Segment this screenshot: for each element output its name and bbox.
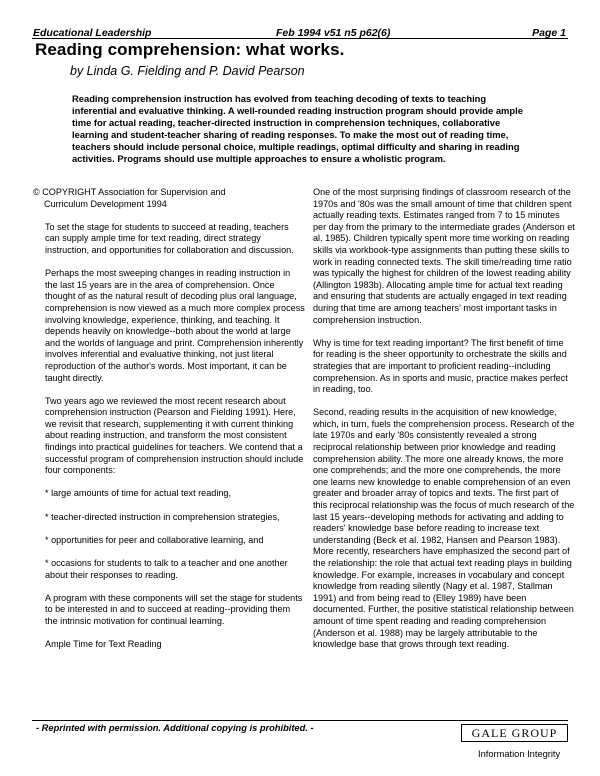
paragraph: To set the stage for students to succeed at reading, teachers can supply ample time for text reading, direct strategy instruction, and opportunities for collaboration and discussion. — [45, 221, 294, 255]
copyright-line-1: © COPYRIGHT Association for Supervision and — [33, 187, 226, 197]
paragraph: Perhaps the most sweeping changes in reading instruction in the last 15 years are in the area of comprehension. Once thought of as the natural result of decoding plus oral language, comprehension is now viewed as a much more complex process involving knowledge, experience, thinking, and teaching. It depends heavily on knowledge--both about the world at large and the worlds of language and print. Comprehension inherently involves inferential and evaluative thinking, not just literal reproduction of the author's words. Most important, it can be taught directly. — [45, 268, 305, 383]
paragraph: Two years ago we reviewed the most recent research about comprehension instruction (Pearson and Fielding 1991). Here, we revisit that research, supplementing it with current thinking about reading instruction, and transform the most consistent findings into practical guidelines for teachers. We contend that a successful program of comprehension instruction should include four components: — [45, 395, 304, 476]
page-number: Page 1 — [532, 27, 566, 39]
section-heading: Ample Time for Text Reading — [45, 639, 162, 650]
bullet-item: * large amounts of time for actual text reading, — [45, 488, 232, 499]
copyright-line-2: Curriculum Development 1994 — [44, 198, 167, 209]
paragraph: One of the most surprising findings of classroom research of the 1970s and '80s was the small amount of time that children spent actually reading texts. Estimates ranged from 7 to 15 minutes per day from the primary to the intermediate grades (Anderson et al. 1985). Children typically spent more time working on reading skills via workbook-type assignments than putting these skills to work in reading connected texts. The skill time/reading time ratio was typically the highest for children of the lowest reading ability (Allington 1983b). Allocating ample time for actual text reading and ensuring that students are actually engaged in text reading during that time are among teachers' most important tasks in comprehension instruction. — [313, 187, 575, 325]
citation: Feb 1994 v51 n5 p62(6) — [276, 27, 391, 39]
page-header — [32, 24, 568, 38]
footer-divider — [32, 720, 568, 721]
bullet-item: * teacher-directed instruction in comprehension strategies, — [45, 511, 280, 522]
paragraph: Second, reading results in the acquisition of new knowledge, which, in turn, fuels the comprehension process. Research of the late 1970s and early '80s consistently revealed a strong reciprocal relationship between prior knowledge and reading comprehension ability. The more one already knows, the more one comprehends; and the more one comprehends, the more one learns new knowledge to enable comprehension of an even greater and broader array of topics and texts. The first part of this reciprocal relationship was the focus of much research of the last 15 years--developing methods for activating and adding to readers' knowledge base before reading to increase text understanding (Beck et al. 1982, Hansen and Pearson 1983). More recently, researchers have emphasized the second part of the relationship: the role that actual text reading plays in building knowledge. For example, increases in vocabulary and concept knowledge from reading silently (Nagy et al. 1987, Stallman 1991) and from being read to (Elley 1989) have been documented. Further, the positive statistical relationship between amount of time spent reading and reading comprehension (Anderson et al. 1988) may be largely attributable to the knowledge base that grows through text reading. — [313, 407, 575, 650]
copyright-notice — [33, 187, 305, 210]
logo-tagline: Information Integrity — [478, 749, 561, 759]
article-abstract: Reading comprehension instruction has evolved from teaching decoding of texts to teaching inferential and evaluative thinking. A well-rounded reading instruction program should provide ample time for actual reading, teacher-directed instruction in comprehension techniques, collaborative learning and student-teacher sharing of reading responses. To make the most out of reading time, teachers should include personal choice, multiple readings, optimal difficulty and sharing in reading activities. Programs should use multiple approaches to ensure a wholistic program. — [72, 93, 523, 165]
publication-name: Educational Leadership — [33, 27, 152, 39]
paragraph: Why is time for text reading important? The first benefit of time for reading is the sheer opportunity to orchestrate the skills and strategies that are important to proficient reading--including comprehension. As in sports and music, practice makes perfect in reading, too. — [313, 337, 568, 395]
bullet-item: * occasions for students to talk to a teacher and one another about their responses to reading. — [45, 558, 288, 580]
gale-group-logo: GALE GROUP — [461, 724, 568, 742]
left-column — [33, 187, 305, 662]
bullet-item: * opportunities for peer and collaborative learning, and — [45, 534, 264, 545]
paragraph: A program with these components will set the stage for students to be interested in and to succeed at reading--providing them the intrinsic motivation for continual learning. — [45, 592, 303, 626]
article-title: Reading comprehension: what works. — [35, 40, 345, 59]
reprint-notice: - Reprinted with permission. Additional copying is prohibited. - — [36, 723, 314, 733]
header-divider — [32, 38, 568, 39]
article-byline: by Linda G. Fielding and P. David Pearson — [70, 64, 305, 78]
right-column — [313, 187, 575, 662]
